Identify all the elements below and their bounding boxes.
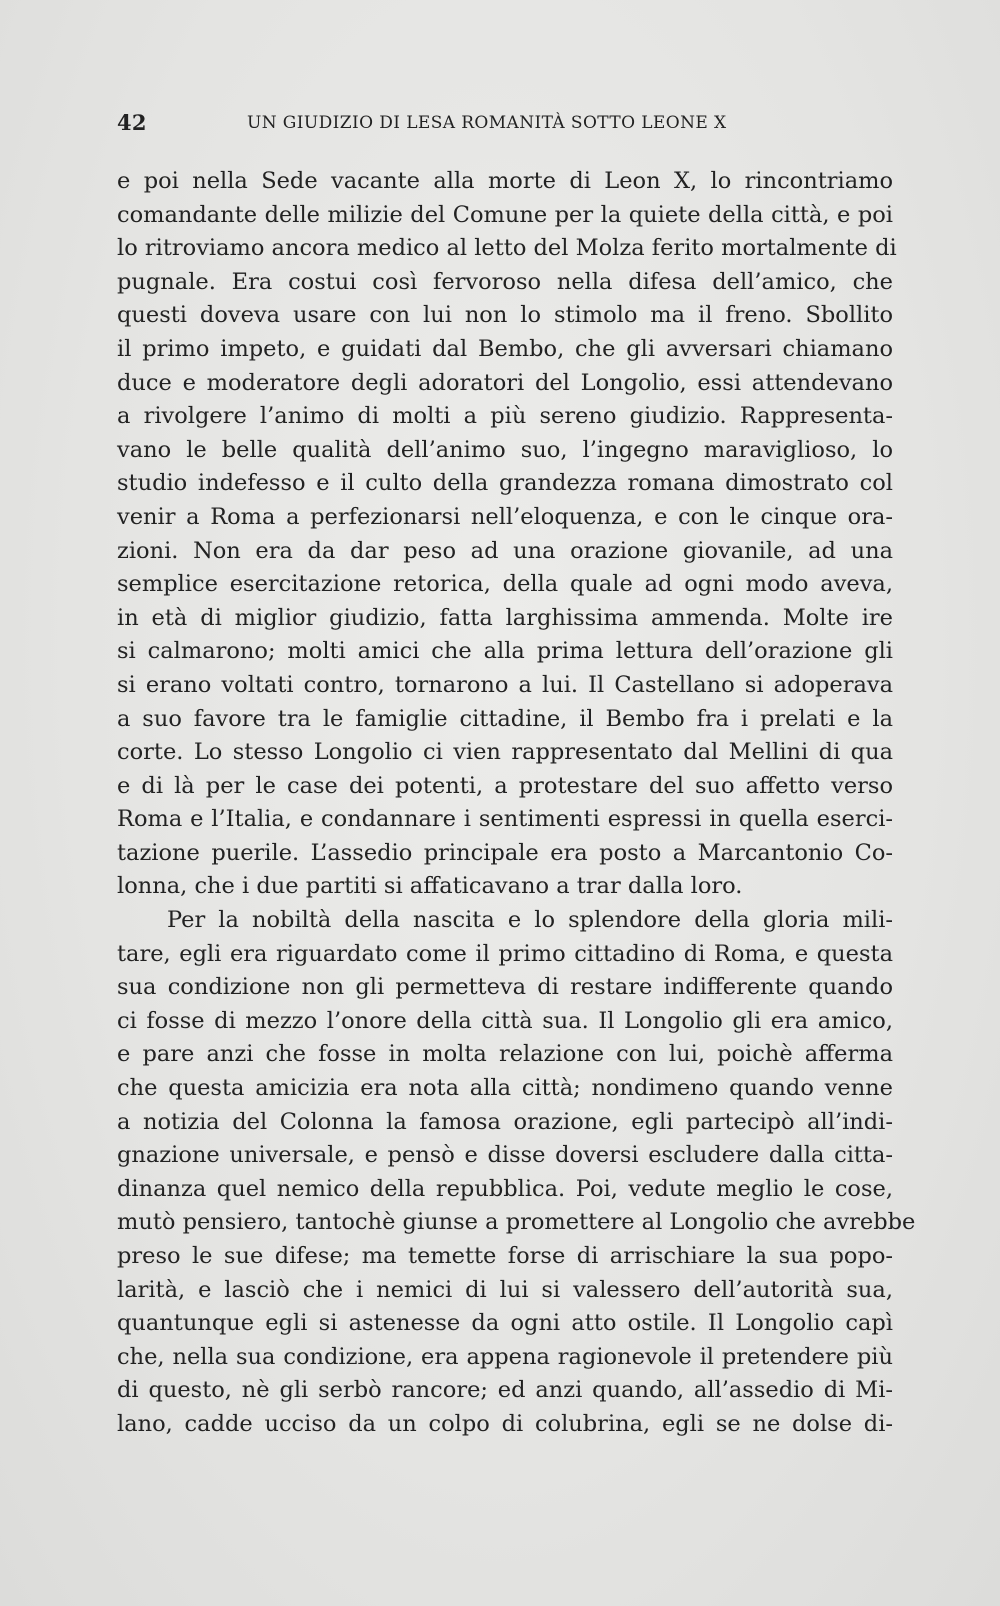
text-line: dinanza quel nemico della repubblica. Poi, vedute meglio le cose, [117, 1175, 893, 1202]
text-line: il primo impeto, e guidati dal Bembo, che gli avversari chiamano [117, 335, 893, 362]
text-line: duce e moderatore degli adoratori del Longolio, essi attendevano [117, 369, 893, 396]
text-line: mutò pensiero, tantochè giunse a promettere al Longolio che avrebbe [117, 1209, 916, 1236]
text-line: corte. Lo stesso Longolio ci vien rappresentato dal Mellini di qua [117, 739, 893, 766]
text-line: semplice esercitazione retorica, della quale ad ogni modo aveva, [117, 571, 893, 598]
text-line: si calmarono; molti amici che alla prima lettura dell’orazione gli [117, 638, 893, 665]
text-line: gnazione universale, e pensò e disse doversi escludere dalla citta- [117, 1142, 893, 1169]
text-line: a suo favore tra le famiglie cittadine, il Bembo fra i prelati e la [117, 705, 893, 732]
running-title: UN GIUDIZIO DI LESA ROMANITÀ SOTTO LEONE X [247, 113, 727, 133]
paragraph-end-line: lonna, che i due partiti si affaticavano a trar dalla loro. [117, 873, 743, 900]
text-line: vano le belle qualità dell’animo suo, l’ingegno maraviglioso, lo [117, 436, 893, 463]
paragraph-start-line: Per la nobiltà della nascita e lo splendore della gloria mili- [167, 907, 893, 934]
text-line: questi doveva usare con lui non lo stimolo ma il freno. Sbollito [117, 302, 893, 329]
text-line: zioni. Non era da dar peso ad una orazione giovanile, ad una [117, 537, 893, 564]
text-line: a notizia del Colonna la famosa orazione, egli partecipò all’indi- [117, 1108, 893, 1135]
text-line: tare, egli era riguardato come il primo cittadino di Roma, e questa [117, 940, 893, 967]
text-line: e di là per le case dei potenti, a protestare del suo affetto verso [117, 772, 893, 799]
text-line: che, nella sua condizione, era appena ragionevole il pretendere più [117, 1343, 893, 1370]
text-line: lano, cadde ucciso da un colpo di colubrina, egli se ne dolse di- [117, 1410, 893, 1437]
text-line: ci fosse di mezzo l’onore della città sua. Il Longolio gli era amico, [117, 1007, 893, 1034]
page-header [117, 110, 893, 140]
body-text [117, 165, 916, 1442]
text-line: studio indefesso e il culto della grandezza romana dimostrato col [117, 470, 893, 497]
text-line: sua condizione non gli permetteva di restare indifferente quando [117, 974, 893, 1001]
text-line: tazione puerile. L’assedio principale era posto a Marcantonio Co- [117, 839, 893, 866]
text-line: larità, e lasciò che i nemici di lui si valessero dell’autorità sua, [117, 1276, 893, 1303]
text-line: in età di miglior giudizio, fatta larghissima ammenda. Molte ire [117, 604, 893, 631]
text-line: Roma e l’Italia, e condannare i sentimenti espressi in quella eserci- [117, 806, 893, 833]
text-line: e poi nella Sede vacante alla morte di Leon X, lo rincontriamo [117, 168, 893, 194]
text-line: quantunque egli si astenesse da ogni atto ostile. Il Longolio capì [117, 1310, 893, 1337]
page-number: 42 [117, 110, 147, 135]
text-line: pugnale. Era costui così fervoroso nella difesa dell’amico, che [117, 268, 893, 295]
text-line: lo ritroviamo ancora medico al letto del Molza ferito mortalmente di [117, 235, 897, 262]
text-line: e pare anzi che fosse in molta relazione con lui, poichè afferma [117, 1041, 893, 1068]
text-line: si erano voltati contro, tornarono a lui. Il Castellano si adoperava [117, 671, 893, 698]
text-line: venir a Roma a perfezionarsi nell’eloquenza, e con le cinque ora- [117, 503, 893, 530]
text-line: a rivolgere l’animo di molti a più sereno giudizio. Rappresenta- [117, 403, 893, 430]
text-line: che questa amicizia era nota alla città; nondimeno quando venne [117, 1075, 893, 1102]
text-line: preso le sue difese; ma temette forse di arrischiare la sua popo- [117, 1243, 893, 1269]
text-line: comandante delle milizie del Comune per la quiete della città, e poi [117, 201, 893, 228]
text-line: di questo, nè gli serbò rancore; ed anzi quando, all’assedio di Mi- [117, 1377, 893, 1404]
